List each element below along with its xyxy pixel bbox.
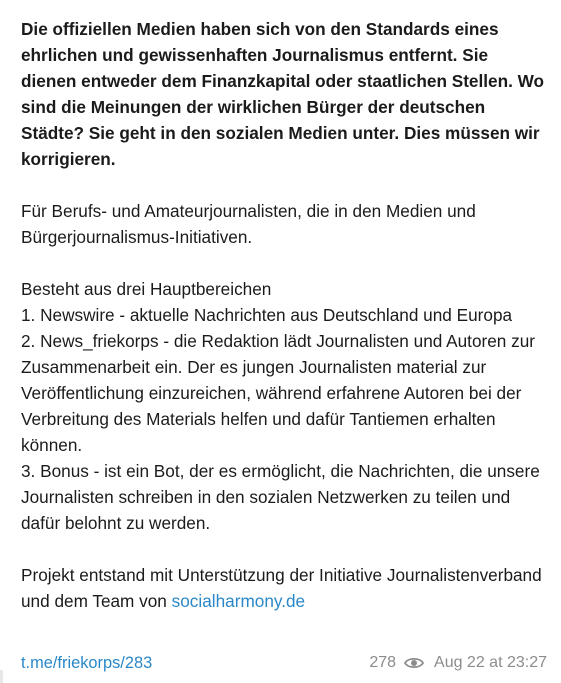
spacer — [21, 250, 547, 276]
post-headline: Die offiziellen Medien haben sich von den Standards eines ehrlichen und gewissenhaften Journalismus entfernt. Sie dienen entweder dem Finanzkapital oder staatlichen Stellen. Wo sind die Meinungen der wirklichen Bürger der deutschen Städte? Sie geht in den sozialen Medien unter. Dies müssen wir korrigieren. — [21, 19, 545, 169]
section-newswire: 1. Newswire - aktuelle Nachrichten aus Deutschland und Europa — [21, 305, 513, 325]
post-footer — [21, 650, 547, 676]
view-count: 278 — [369, 654, 397, 671]
eye-icon — [404, 656, 424, 670]
section-bonus: 3. Bonus - ist ein Bot, der es ermöglicht, die Nachrichten, die unsere Journalisten schreiben in den sozialen Netzwerken zu teilen und dafür belohnt zu werden. — [21, 461, 540, 533]
post-permalink[interactable]: t.me/friekorps/283 — [21, 653, 153, 672]
spacer — [21, 172, 547, 198]
socialharmony-link[interactable]: socialharmony.de — [171, 591, 306, 611]
spacer — [21, 536, 547, 562]
closing-text: Projekt entstand mit Unterstützung der Initiative Journalistenverband und dem Team von — [21, 565, 542, 611]
edge-decoration — [0, 670, 3, 683]
closing-paragraph — [21, 562, 547, 614]
post-meta — [369, 654, 547, 672]
sections-intro: Besteht aus drei Hauptbereichen — [21, 279, 272, 299]
section-news-friekorps: 2. News_friekorps - die Redaktion lädt Journalisten und Autoren zur Zusammenarbeit ein. Der es jungen Journalisten material zur Veröffentlichung einzureichen, während erfahrene Autoren bei der Verbreitung des Materials helfen und dafür Tantiemen erhalten können. — [21, 331, 535, 455]
post-audience: Für Berufs- und Amateurjournalisten, die in den Medien und Bürgerjournalismus-Initiativen. — [21, 201, 476, 247]
post-timestamp: Aug 22 at 23:27 — [434, 654, 547, 671]
